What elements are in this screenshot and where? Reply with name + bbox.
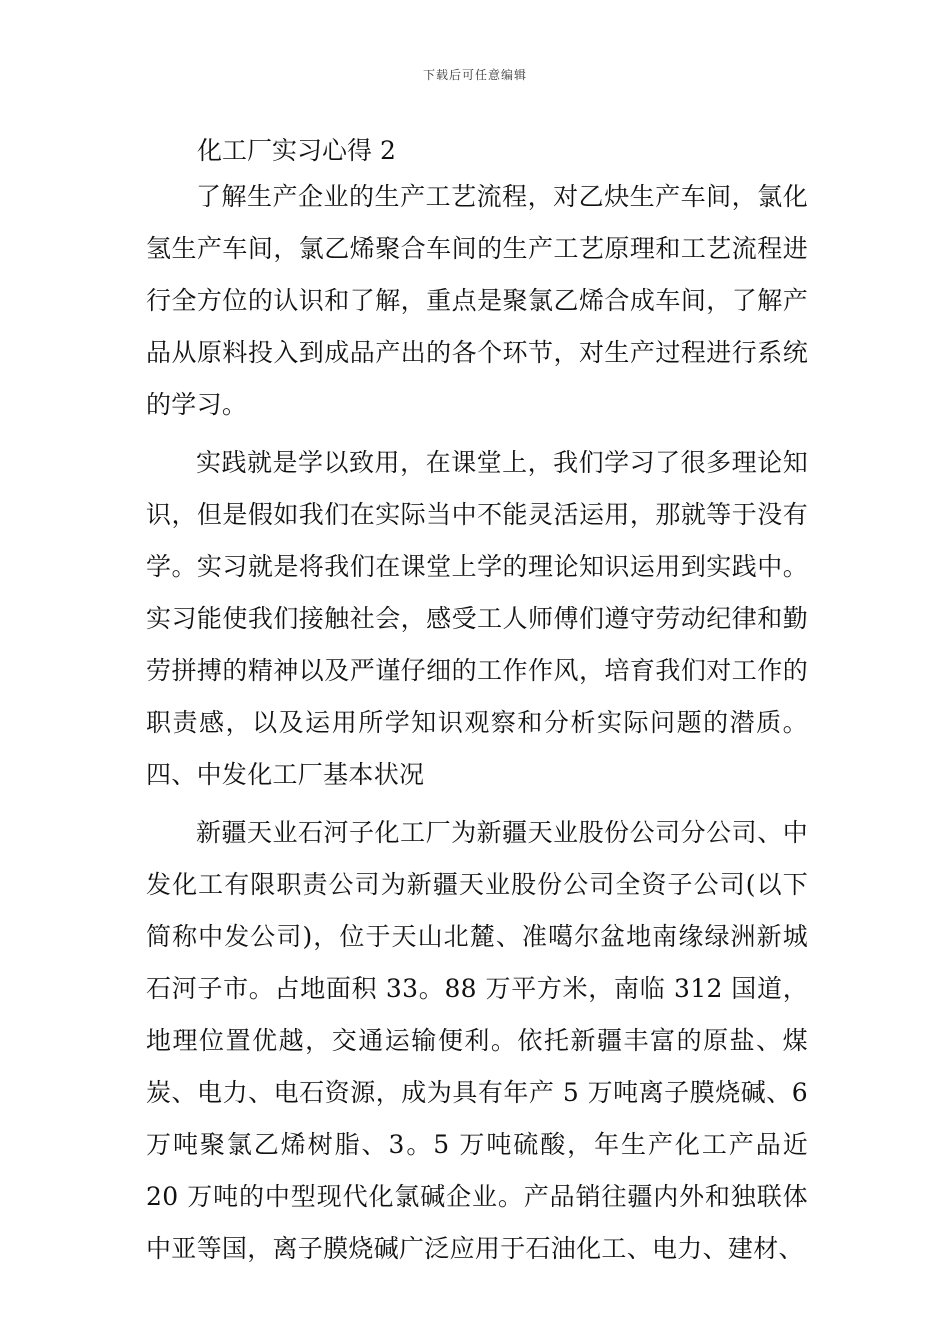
header-note: 下载后可任意编辑	[422, 68, 527, 82]
paragraph-production-process: 了解生产企业的生产工艺流程，对乙炔生产车间，氯化氢生产车间，氯乙烯聚合车间的生产工艺原理和工艺流程进行全方位的认识和了解，重点是聚氯乙烯合成车间，了解产品从原料投入到成品产出的各个环节，对生产过程进行系统的学习。	[146, 182, 808, 419]
document-body	[146, 171, 808, 1275]
document-title: 化工厂实习心得 2	[197, 136, 396, 165]
paragraph-company-overview: 新疆天业石河子化工厂为新疆天业股份公司分公司、中发化工有限职责公司为新疆天业股份公司全资子公司(以下简称中发公司)，位于天山北麓、准噶尔盆地南缘绿洲新城石河子市。占地面积 33。88 万平方米，南临 312 国道，地理位置优越，交通运输便利。依托新疆丰富的原盐、煤炭、电力、电石资源，成为具有年产 5 万吨离子膜烧碱、6 万吨聚氯乙烯树脂、3。5 万吨硫酸，年生产化工产品近 20 万吨的中型现代化氯碱企业。产品销往疆内外和独联体中亚等国，离子膜烧碱广泛应用于石油化工、电力、建材、	[146, 818, 808, 1263]
paragraph-practice-learning: 实践就是学以致用，在课堂上，我们学习了很多理论知识，但是假如我们在实际当中不能灵活运用，那就等于没有学。实习就是将我们在课堂上学的理论知识运用到实践中。实习能使我们接触社会，感受工人师傅们遵守劳动纪律和勤劳拼搏的精神以及严谨仔细的工作作风，培育我们对工作的职责感，以及运用所学知识观察和分析实际问题的潜质。四、中发化工厂基本状况	[146, 448, 808, 789]
